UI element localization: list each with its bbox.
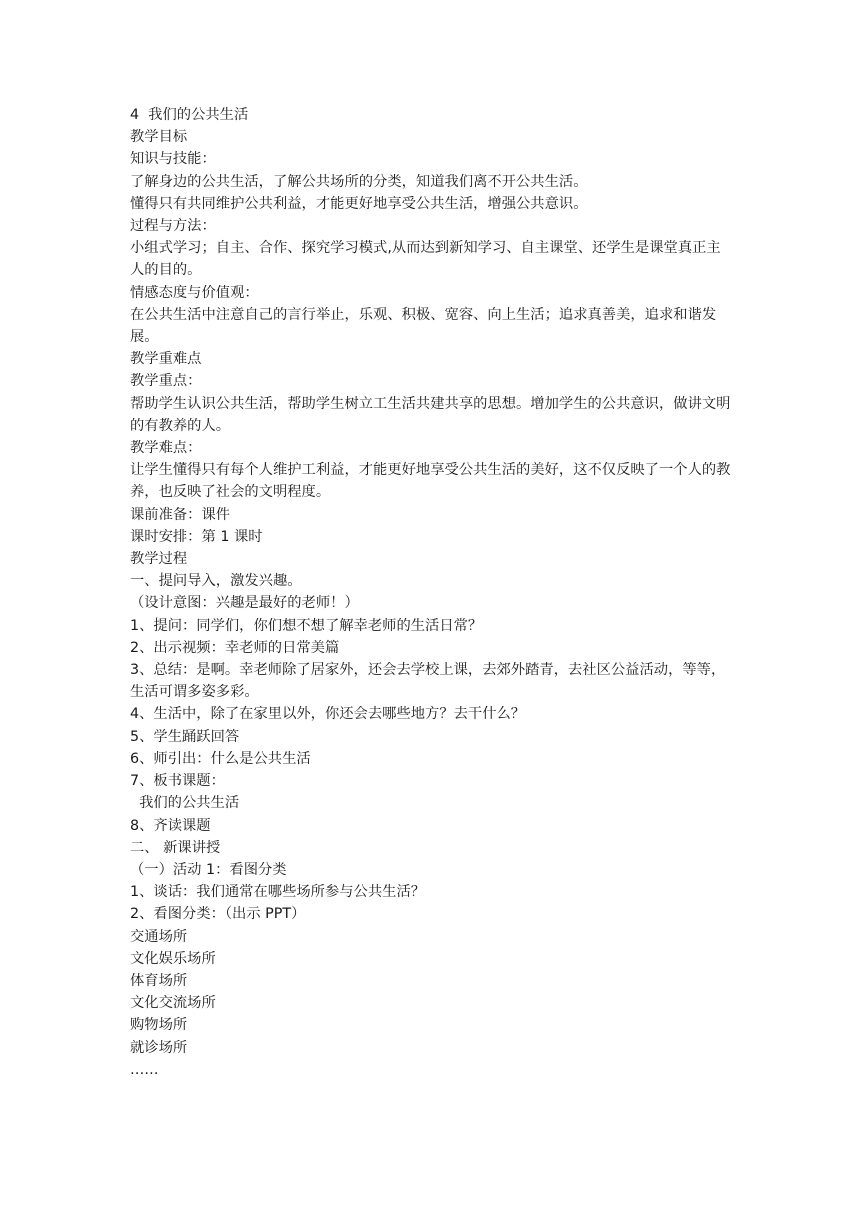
category-item: 购物场所 [130, 1017, 188, 1034]
list-item: 8、齐读课题 [130, 817, 211, 834]
list-item: 4、生活中，除了在家里以外，你还会去哪些地方？去干什么？ [130, 706, 526, 723]
activity-heading: （一）活动 1：看图分类 [130, 861, 287, 878]
list-item: 2、出示视频：幸老师的日常美篇 [130, 639, 340, 656]
step-heading: 二、 新课讲授 [130, 839, 221, 856]
paragraph: 懂得只有共同维护公共利益，才能更好地享受公共生活，增强公共意识。 [130, 195, 588, 212]
subheading-process-methods: 过程与方法： [130, 218, 216, 235]
paragraph: 了解身边的公共生活，了解公共场所的分类，知道我们离不开公共生活。 [130, 173, 588, 190]
lesson-title: 4 我们的公共生活 [130, 107, 249, 123]
step-heading: 一、提问导入，激发兴趣。 [130, 573, 302, 590]
list-item: 1、提问：同学们，你们想不想了解幸老师的生活日常？ [130, 617, 483, 634]
category-item: 文化娱乐场所 [130, 950, 216, 967]
section-heading-process: 教学过程 [130, 551, 188, 568]
list-item: 7、板书课题： [130, 773, 225, 790]
paragraph: 小组式学习；自主、合作、探究学习模式,从而达到新知学习、自主课堂、还学生是课堂真正主人的目的。 [130, 240, 721, 279]
subheading-emotion-values: 情感态度与价值观： [130, 284, 259, 301]
category-item: 文化交流场所 [130, 995, 216, 1012]
list-item: 1、谈话：我们通常在哪些场所参与公共生活？ [130, 884, 426, 901]
list-item: 6、师引出：什么是公共生活 [130, 750, 311, 767]
category-item: 交通场所 [130, 928, 188, 945]
section-heading-key-points: 教学重难点 [130, 351, 202, 368]
document-page [130, 104, 732, 1081]
ellipsis: …… [130, 1061, 159, 1078]
design-note: （设计意图：兴趣是最好的老师！） [130, 595, 359, 612]
paragraph: 在公共生活中注意自己的言行举止，乐观、积极、宽容、向上生活；追求真善美，追求和谐发展。 [130, 306, 717, 346]
category-item: 就诊场所 [130, 1039, 188, 1056]
subheading-key-point: 教学重点： [130, 373, 202, 390]
schedule-line: 课时安排：第 1 课时 [130, 528, 263, 545]
preparation-line: 课前准备：课件 [130, 506, 231, 523]
paragraph: 让学生懂得只有每个人维护工利益，才能更好地享受公共生活的美好，这不仅反映了一个人的教养，也反映了社会的文明程度。 [130, 462, 731, 501]
subheading-difficult-point: 教学难点： [130, 440, 202, 457]
section-heading-objectives: 教学目标 [130, 129, 188, 146]
subheading-knowledge-skills: 知识与技能： [130, 151, 216, 168]
board-title: 我们的公共生活 [130, 795, 240, 812]
list-item: 3、总结：是啊。幸老师除了居家外，还会去学校上课，去郊外踏青，去社区公益活动，等等，生活可谓多姿多彩。 [130, 662, 726, 701]
paragraph: 帮助学生认识公共生活，帮助学生树立工生活共建共享的思想。增加学生的公共意识，做讲文明的有教养的人。 [130, 395, 731, 434]
list-item: 2、看图分类：（出示 PPT） [130, 906, 306, 923]
category-item: 体育场所 [130, 972, 188, 989]
list-item: 5、学生踊跃回答 [130, 728, 240, 745]
